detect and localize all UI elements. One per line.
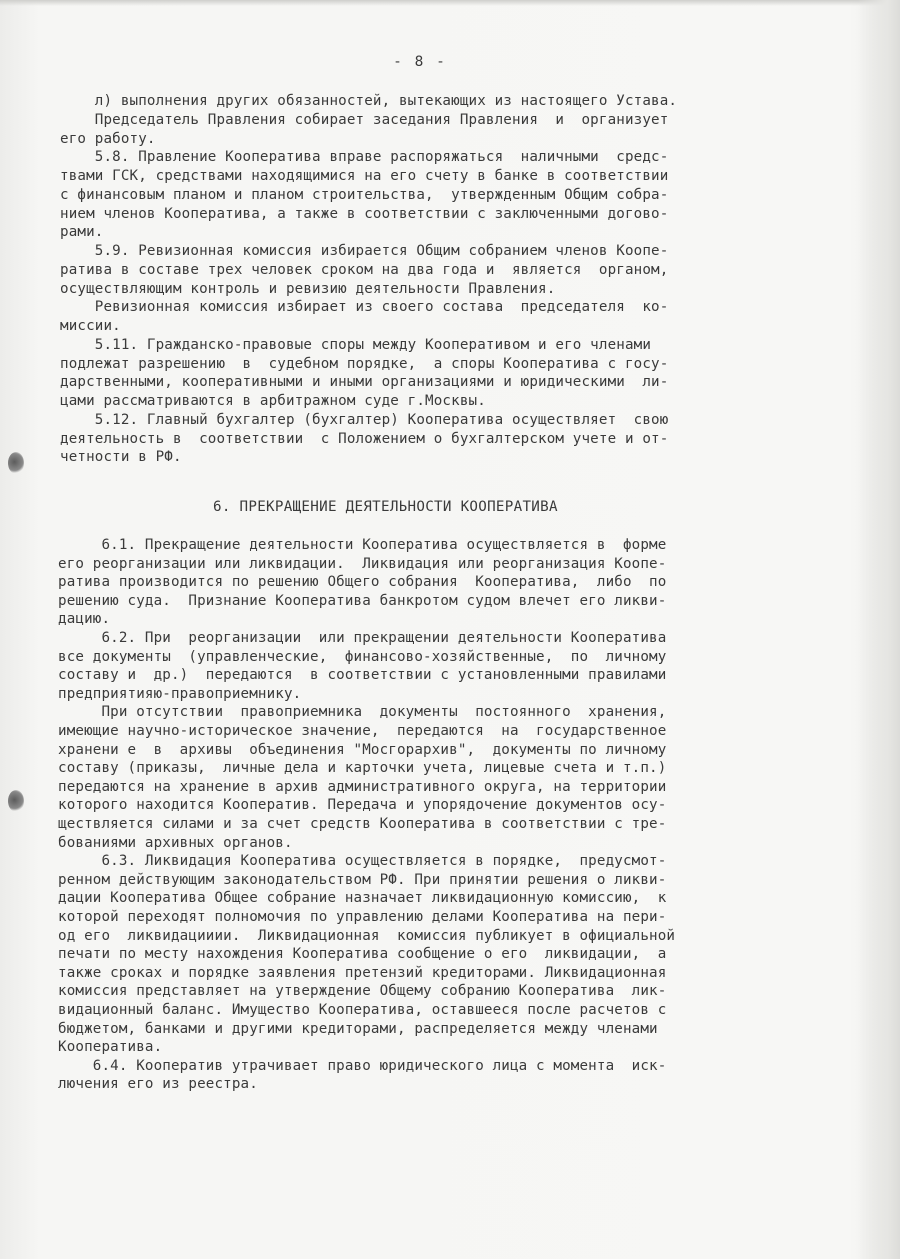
text-line: бюджетом, банками и другими кредиторами, распределяется между членами (58, 1020, 658, 1037)
text-line: дацию. (58, 611, 111, 628)
text-line: 6.3. Ликвидация Кооператива осуществляется в порядке, предусмот- (58, 853, 667, 870)
text-line: комиссия представляет на утверждение Общему собранию Кооператива лик- (58, 983, 667, 1000)
section-6-heading: 6. ПРЕКРАЩЕНИЕ ДЕЯТЕЛЬНОСТИ КООПЕРАТИВА (213, 499, 558, 515)
text-line: составу и др.) передаются в соответствии с установленными правилами (58, 667, 667, 684)
text-line: подлежат разрешению в судебном порядке, а споры Кооператива с госу- (60, 355, 669, 372)
text-line: 5.11. Гражданско-правовые споры между Кооперативом и его членами (60, 336, 652, 353)
text-line: его работу. (60, 130, 156, 147)
text-line: 6.4. Кооператив утрачивает право юридического лица с момента иск- (58, 1057, 667, 1074)
text-line: хранени е в архивы объединения "Мосгорархив", документы по личному (58, 741, 667, 758)
text-line: печати по месту нахождения Кооператива сообщение о его ликвидации, а (58, 946, 667, 963)
text-line: цами рассматриваются в арбитражном суде г.Москвы. (60, 393, 486, 409)
text-line: четности в РФ. (60, 449, 182, 466)
text-line: решению суда. Признание Кооператива банкротом судом влечет его ликви- (58, 592, 667, 609)
text-line: Кооператива. (58, 1039, 163, 1056)
text-line: лючения его из реестра. (58, 1076, 258, 1093)
text-line: рами. (60, 224, 104, 241)
text-line: имеющие научно-историческое значение, передаются на государственное (58, 723, 667, 739)
binder-hole-lower (8, 790, 24, 812)
text-line: Председатель Правления собирает заседания Правления и организует (60, 111, 669, 128)
text-line: дарственными, кооперативными и иными организациями и юридическими ли- (60, 374, 669, 391)
text-line: которого находится Кооператив. Передача и упорядочение документов осу- (58, 797, 667, 814)
text-line: с финансовым планом и планом строительства, утвержденным Общим собра- (60, 186, 669, 203)
text-line: ратива производится по решению Общего собрания Кооператива, либо по (58, 574, 667, 591)
text-line: которой переходят полномочия по управлению делами Кооператива на пери- (58, 909, 667, 925)
text-line: Ревизионная комиссия избирает из своего состава председателя ко- (60, 299, 669, 316)
text-line: дации Кооператива Общее собрание назначает ликвидационную комиссию, к (58, 890, 667, 907)
text-line: 5.8. Правление Кооператива вправе распоряжаться наличными средс- (60, 149, 669, 166)
text-line: 5.12. Главный бухгалтер (бухгалтер) Кооператива осуществляет свою (60, 411, 669, 428)
text-line: миссии. (60, 318, 121, 334)
page-number: - 8 - (393, 54, 447, 70)
text-line: ществляется силами и за счет средств Кооператива в соответствии с тре- (58, 816, 667, 832)
text-line: видационный баланс. Имущество Кооператива, оставшееся после расчетов с (58, 1002, 667, 1018)
text-line: бованиями архивных органов. (58, 834, 293, 851)
text-line: ренном действующим законодательством РФ. При принятии решения о ликви- (58, 871, 667, 888)
text-line: 5.9. Ревизионная комиссия избирается Общим собранием членов Коопе- (60, 243, 669, 259)
binder-hole-upper (8, 452, 24, 474)
text-line: составу (приказы, личные дела и карточки учета, лицевые счета и т.п.) (58, 760, 667, 777)
text-line: 6.1. Прекращение деятельности Кооператива осуществляется в форме (58, 537, 667, 553)
text-line: передаются на хранение в архив административного округа, на территории (58, 778, 667, 795)
page-right-shadow (858, 0, 900, 1259)
text-line: од его ликвидацииии. Ликвидационная комиссия публикует в официальной (58, 927, 676, 944)
text-line: 6.2. При реорганизации или прекращении деятельности Кооператива (58, 630, 667, 646)
text-line: л) выполнения других обязанностей, вытекающих из настоящего Устава. (60, 93, 678, 109)
text-line: также сроках и порядке заявления претензий кредиторами. Ликвидационная (58, 964, 667, 981)
text-line: осуществляющим контроль и ревизию деятельности Правления. (60, 280, 556, 297)
page-top-shadow (0, 0, 900, 6)
text-line: его реорганизации или ликвидации. Ликвидация или реорганизация Коопе- (58, 555, 667, 572)
text-line: твами ГСК, средствами находящимися на его счету в банке в соответствии (60, 168, 669, 184)
text-line: деятельность в соответствии с Положением о бухгалтерском учете и от- (60, 430, 669, 447)
text-line: все документы (управленческие, финансово-хозяйственные, по личному (58, 648, 667, 665)
text-line: При отсутствии правоприемника документы постоянного хранения, (58, 704, 667, 721)
text-line: нием членов Кооператива, а также в соответствии с заключенными догово- (60, 205, 669, 222)
text-line: ратива в составе трех человек сроком на два года и является органом, (60, 261, 669, 278)
text-line: предприятияю-правоприемнику. (58, 685, 302, 702)
